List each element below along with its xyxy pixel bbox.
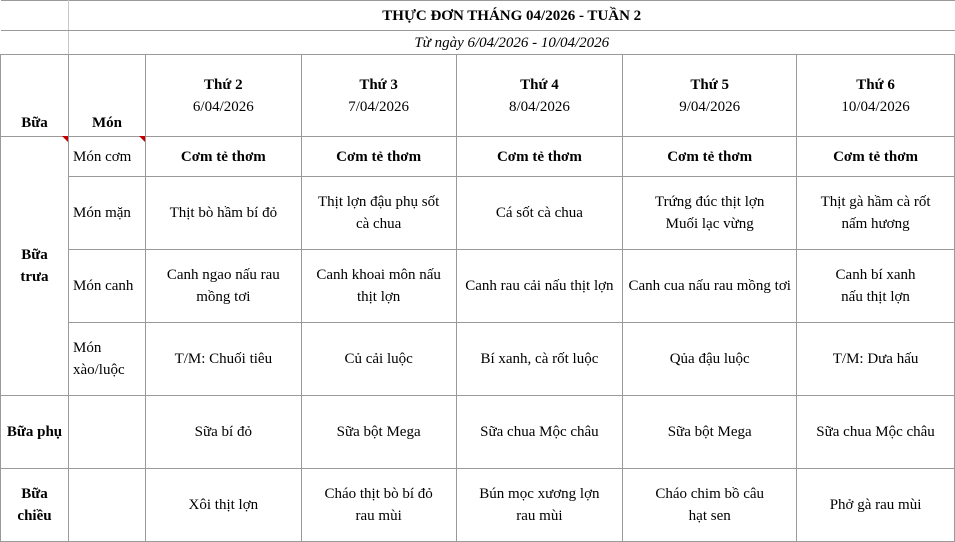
day-name: Thứ 6 — [856, 76, 895, 93]
menu-cell[interactable]: Canh khoai môn nấu thịt lợn — [301, 250, 456, 323]
day-date: 8/04/2026 — [508, 98, 570, 115]
header-meal: Bữa — [1, 55, 69, 137]
menu-cell[interactable]: Canh bí xanh nấu thịt lợn — [797, 250, 955, 323]
menu-cell[interactable]: Thịt lợn đậu phụ sốt cà chua — [301, 177, 456, 250]
menu-cell[interactable]: Phở gà rau mùi — [797, 469, 955, 542]
comment-indicator-icon[interactable] — [139, 136, 145, 142]
day-name: Thứ 4 — [520, 76, 559, 93]
corner-cell-2[interactable] — [1, 31, 69, 55]
dish-side: Món xào/luộc — [68, 323, 145, 396]
menu-cell[interactable]: T/M: Chuối tiêu — [145, 323, 301, 396]
day-date: 9/04/2026 — [679, 98, 741, 115]
menu-cell[interactable]: Canh rau cải nấu thịt lợn — [456, 250, 623, 323]
day-name: Thứ 2 — [204, 76, 243, 93]
comment-indicator-icon[interactable] — [62, 136, 68, 142]
day-date: 10/04/2026 — [841, 98, 910, 115]
menu-cell[interactable]: Sữa bí đỏ — [145, 396, 301, 469]
menu-cell[interactable]: Xôi thịt lợn — [145, 469, 301, 542]
header-dish: Món — [68, 55, 145, 137]
menu-cell[interactable]: Canh cua nấu rau mồng tơi — [623, 250, 797, 323]
day-date: 6/04/2026 — [192, 98, 254, 115]
menu-cell[interactable]: Cơm tẻ thơm — [456, 137, 623, 177]
menu-cell[interactable]: Cháo thịt bò bí đỏ rau mùi — [301, 469, 456, 542]
day-header-mon — [145, 55, 301, 137]
menu-cell[interactable]: T/M: Dưa hấu — [797, 323, 955, 396]
day-name: Thứ 5 — [690, 76, 729, 93]
menu-cell[interactable]: Qủa đậu luộc — [623, 323, 797, 396]
dish-empty[interactable] — [68, 469, 145, 542]
day-name: Thứ 3 — [359, 76, 398, 93]
day-header-fri — [797, 55, 955, 137]
day-header-thu — [623, 55, 797, 137]
menu-cell[interactable]: Trứng đúc thịt lợn Muối lạc vừng — [623, 177, 797, 250]
corner-cell[interactable] — [1, 1, 69, 31]
menu-cell[interactable]: Sữa bột Mega — [301, 396, 456, 469]
menu-cell[interactable]: Cơm tẻ thơm — [623, 137, 797, 177]
menu-cell[interactable]: Cơm tẻ thơm — [145, 137, 301, 177]
menu-cell[interactable]: Sữa chua Mộc châu — [797, 396, 955, 469]
dish-main: Món mặn — [68, 177, 145, 250]
page-title: THỰC ĐƠN THÁNG 04/2026 - TUẦN 2 — [68, 1, 954, 31]
dish-rice: Món cơm — [68, 137, 145, 177]
menu-cell[interactable]: Cơm tẻ thơm — [797, 137, 955, 177]
meal-lunch: Bữa trưa — [1, 137, 69, 396]
menu-cell[interactable]: Bún mọc xương lợn rau mùi — [456, 469, 623, 542]
menu-cell[interactable]: Thịt gà hầm cà rốt nấm hương — [797, 177, 955, 250]
day-header-tue — [301, 55, 456, 137]
menu-cell[interactable]: Sữa chua Mộc châu — [456, 396, 623, 469]
day-header-wed — [456, 55, 623, 137]
menu-cell[interactable]: Củ cải luộc — [301, 323, 456, 396]
meal-snack: Bữa phụ — [1, 396, 69, 469]
date-range: Từ ngày 6/04/2026 - 10/04/2026 — [68, 31, 954, 55]
menu-cell[interactable]: Cơm tẻ thơm — [301, 137, 456, 177]
menu-cell[interactable]: Cá sốt cà chua — [456, 177, 623, 250]
menu-cell[interactable]: Sữa bột Mega — [623, 396, 797, 469]
day-date: 7/04/2026 — [348, 98, 410, 115]
dish-empty[interactable] — [68, 396, 145, 469]
menu-cell[interactable]: Cháo chim bồ câu hạt sen — [623, 469, 797, 542]
meal-afternoon: Bữa chiều — [1, 469, 69, 542]
menu-cell[interactable]: Bí xanh, cà rốt luộc — [456, 323, 623, 396]
menu-cell[interactable]: Canh ngao nấu rau mồng tơi — [145, 250, 301, 323]
menu-cell[interactable]: Thịt bò hầm bí đỏ — [145, 177, 301, 250]
dish-soup: Món canh — [68, 250, 145, 323]
